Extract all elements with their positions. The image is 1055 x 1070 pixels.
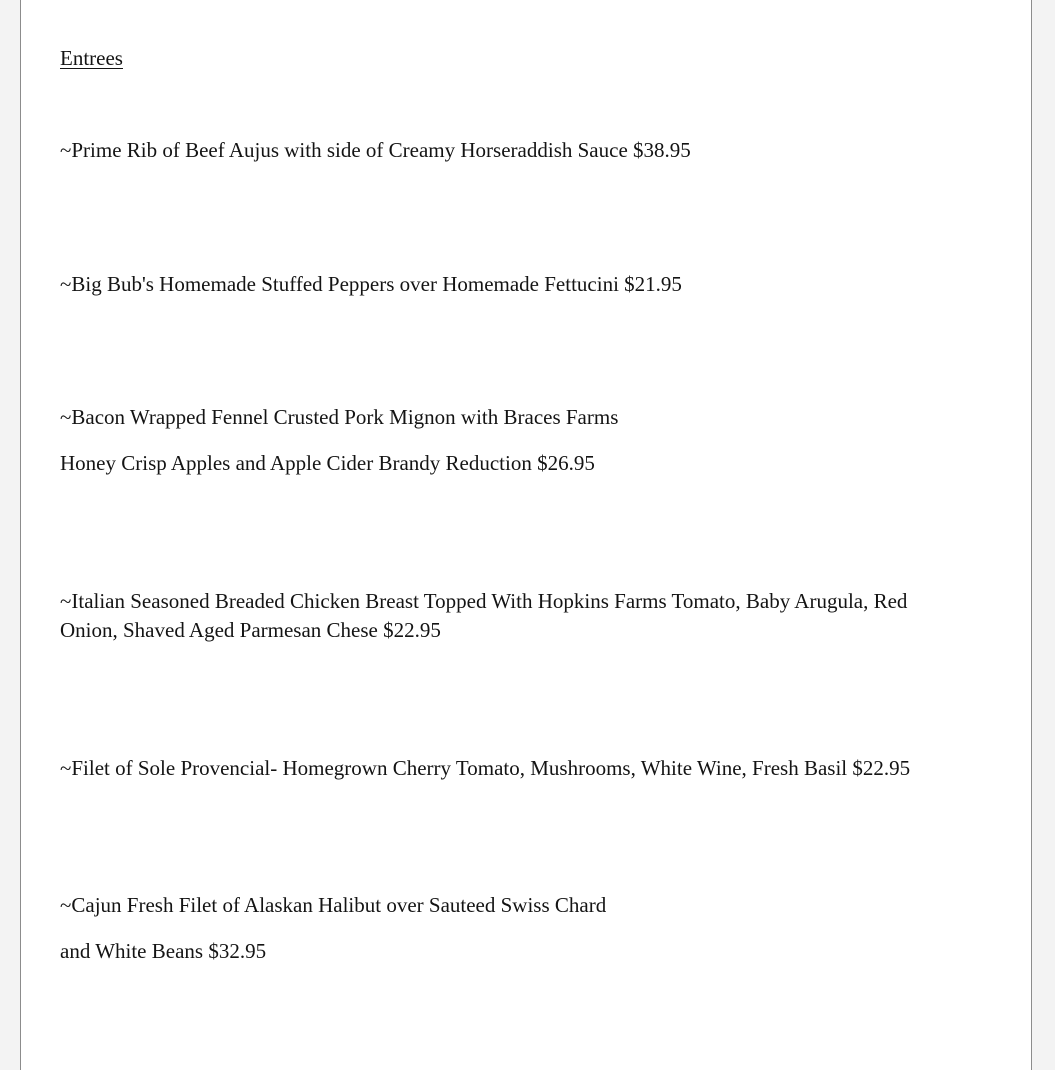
menu-item-halibut-line-2: and White Beans $32.95 [60, 939, 267, 963]
menu-item-chicken-breast-line-1: ~Italian Seasoned Breaded Chicken Breast Topped With Hopkins Farms Tomato, Baby Arugula, Red [60, 589, 908, 613]
menu-item-stuffed-peppers: ~Big Bub's Homemade Stuffed Peppers over Homemade Fettucini $21.95 [60, 272, 682, 296]
menu-item-pork-mignon-line-1: ~Bacon Wrapped Fennel Crusted Pork Mignon with Braces Farms [60, 405, 619, 429]
menu-item-filet-of-sole: ~Filet of Sole Provencial- Homegrown Cherry Tomato, Mushrooms, White Wine, Fresh Basil $22.95 [60, 756, 911, 780]
menu-item-pork-mignon-line-2: Honey Crisp Apples and Apple Cider Brandy Reduction $26.95 [60, 451, 595, 475]
menu-item-prime-rib: ~Prime Rib of Beef Aujus with side of Creamy Horseraddish Sauce $38.95 [60, 138, 691, 162]
menu-item-halibut-line-1: ~Cajun Fresh Filet of Alaskan Halibut over Sauteed Swiss Chard [60, 893, 607, 917]
menu-item-chicken-breast-line-2: Onion, Shaved Aged Parmesan Chese $22.95 [60, 618, 441, 642]
section-heading-entrees: Entrees [60, 46, 123, 70]
